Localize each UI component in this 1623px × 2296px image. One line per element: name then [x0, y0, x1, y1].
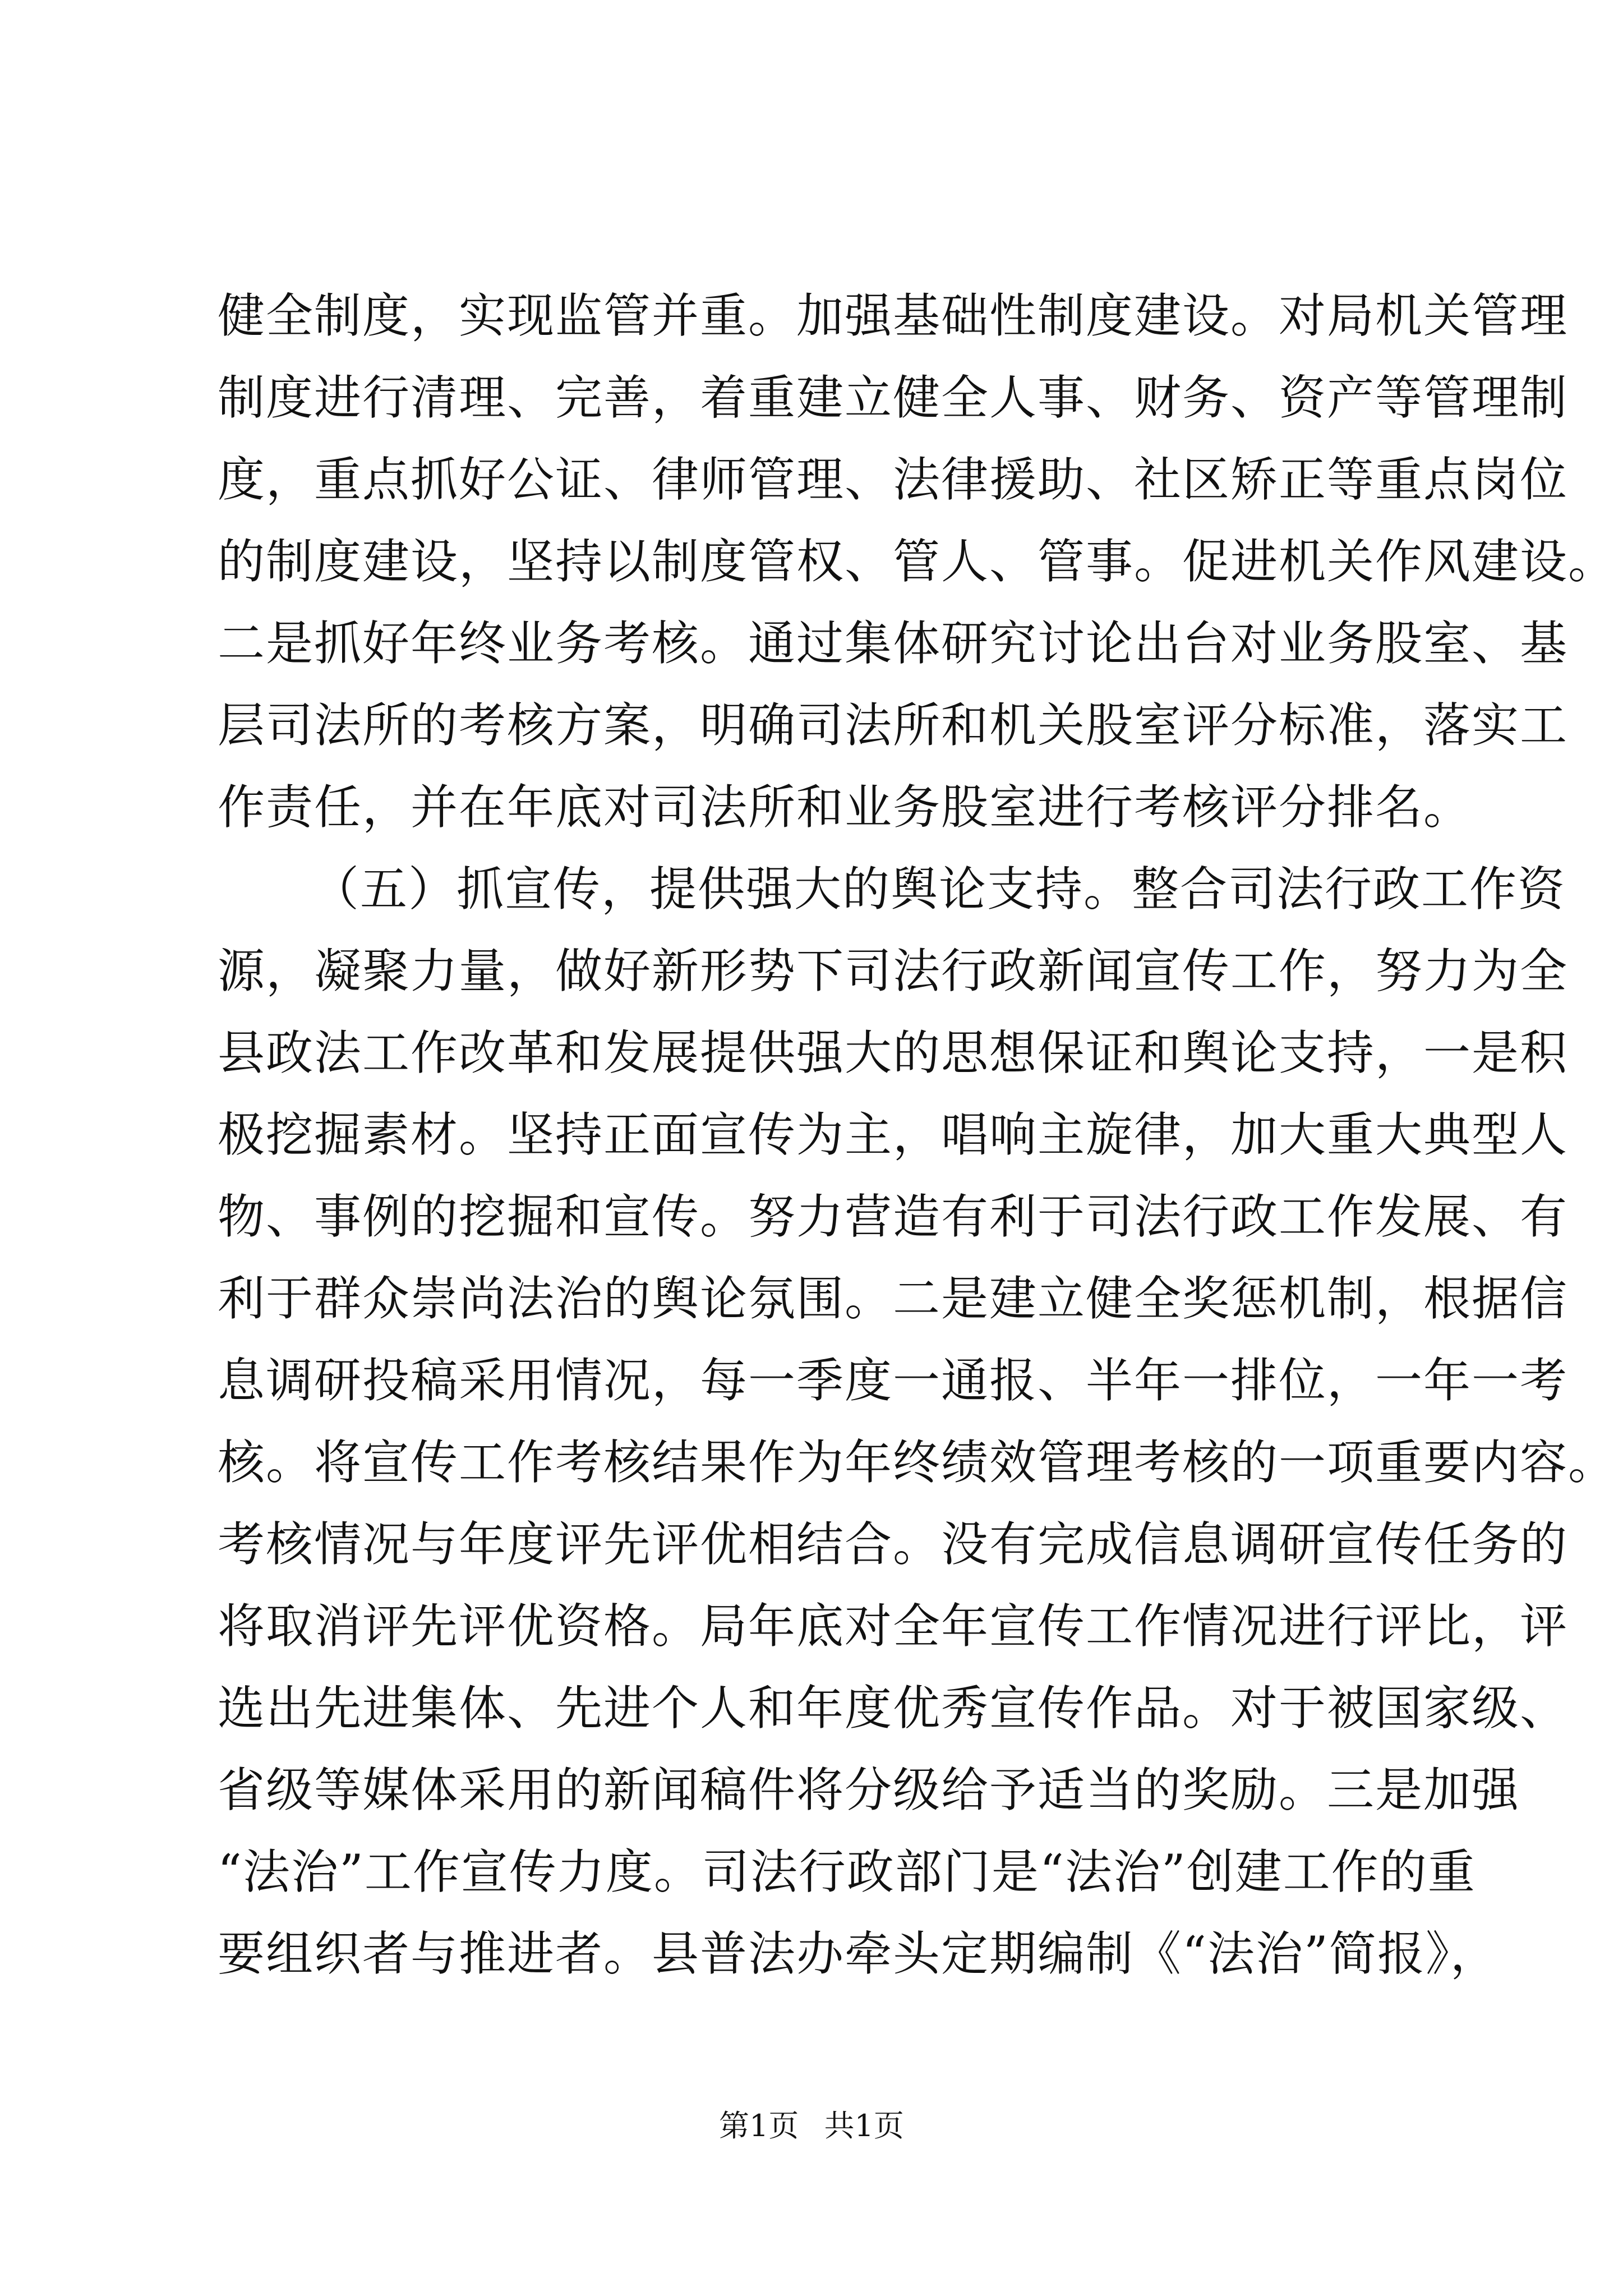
- body-text: [218, 275, 1617, 1995]
- text-line: 选出先进集体、先进个人和年度优秀宣传作品。对于被国家级、: [218, 1681, 1569, 1736]
- section-heading-line: （五）抓宣传，提供强大的舆论支持。整合司法行政工作资: [312, 862, 1566, 917]
- text-line: 核。将宣传工作考核结果作为年终绩效管理考核的一项重要内容。: [218, 1435, 1617, 1490]
- text-line: 考核情况与年度评先评优相结合。没有完成信息调研宣传任务的: [218, 1517, 1569, 1572]
- text-line: 息调研投稿采用情况，每一季度一通报、半年一排位，一年一考: [218, 1353, 1569, 1408]
- text-line: 将取消评先评优资格。局年底对全年宣传工作情况进行评比，评: [218, 1599, 1569, 1654]
- text-line: 度，重点抓好公证、律师管理、法律援助、社区矫正等重点岗位: [218, 452, 1569, 507]
- text-line: 源，凝聚力量，做好新形势下司法行政新闻宣传工作，努力为全: [218, 944, 1569, 999]
- text-line: 层司法所的考核方案，明确司法所和机关股室评分标准，落实工: [218, 698, 1569, 753]
- text-line: “法治”工作宣传力度。司法行政部门是“法治”创建工作的重: [218, 1844, 1476, 1899]
- text-line: 利于群众崇尚法治的舆论氛围。二是建立健全奖惩机制，根据信: [218, 1271, 1569, 1326]
- text-line: 作责任，并在年底对司法所和业务股室进行考核评分排名。: [218, 780, 1472, 835]
- text-line: 省级等媒体采用的新闻稿件将分级给予适当的奖励。三是加强: [218, 1763, 1520, 1818]
- text-line: 健全制度，实现监管并重。加强基础性制度建设。对局机关管理: [218, 288, 1569, 343]
- text-line: 物、事例的挖掘和宣传。努力营造有利于司法行政工作发展、有: [218, 1189, 1569, 1244]
- text-line: 县政法工作改革和发展提供强大的思想保证和舆论支持，一是积: [218, 1025, 1569, 1080]
- text-line: 要组织者与推进者。县普法办牵头定期编制《“法治”简报》，: [218, 1926, 1498, 1981]
- text-line: 二是抓好年终业务考核。通过集体研究讨论出台对业务股室、基: [218, 616, 1569, 671]
- page-number: 第1页: [719, 2108, 799, 2143]
- text-line: 制度进行清理、完善，着重建立健全人事、财务、资产等管理制: [218, 370, 1569, 425]
- text-line: 的制度建设，坚持以制度管权、管人、管事。促进机关作风建设。: [218, 534, 1617, 589]
- text-line: 极挖掘素材。坚持正面宣传为主，唱响主旋律，加大重大典型人: [218, 1107, 1569, 1162]
- page-total: 共1页: [824, 2108, 904, 2143]
- page-footer: [0, 2104, 1623, 2148]
